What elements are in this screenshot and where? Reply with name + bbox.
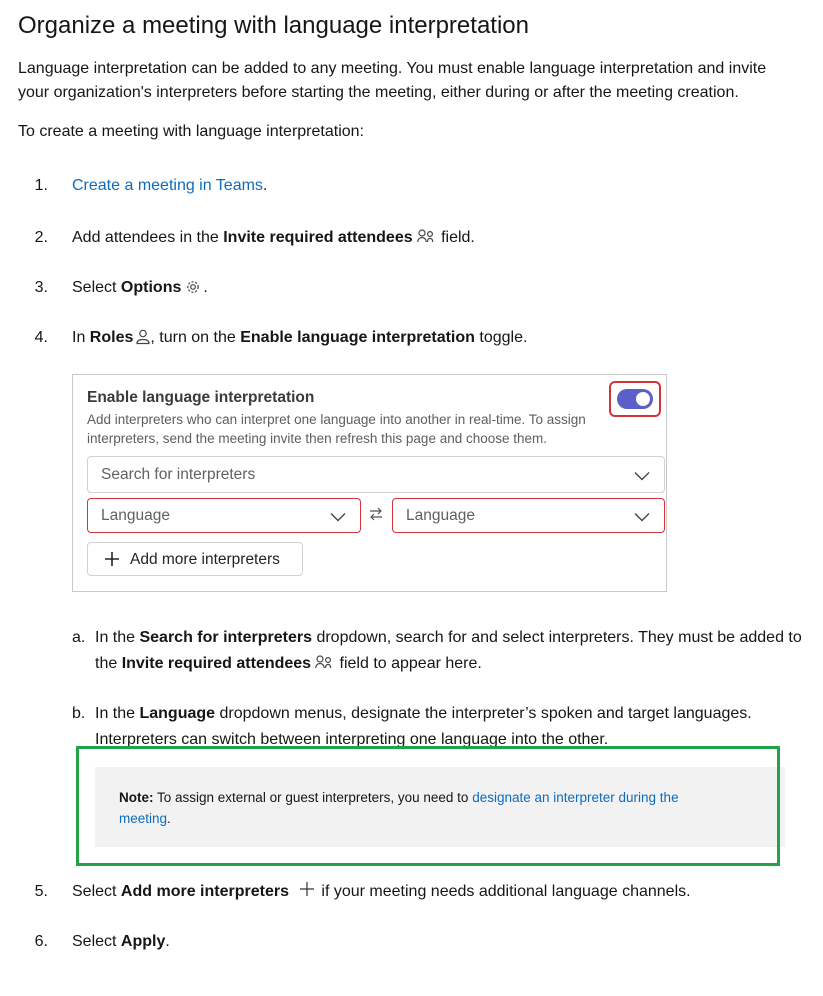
lead-text: To create a meeting with language interpretation: <box>18 123 364 140</box>
step-number: 5. <box>34 883 48 900</box>
step-number: 1. <box>34 177 48 194</box>
people-icon <box>417 229 435 253</box>
step-text: Interpreters can switch between interpreting one language into the other. <box>95 731 609 748</box>
person-icon <box>136 329 150 353</box>
toggle-highlight <box>609 381 661 417</box>
step-text: Select <box>72 279 121 296</box>
create-meeting-link[interactable]: Create a meeting in Teams <box>72 177 263 194</box>
step-number: 4. <box>34 329 48 346</box>
step-6 <box>34 930 170 954</box>
step-number: 6. <box>34 933 48 950</box>
add-button-label: Add more interpreters <box>130 551 280 568</box>
substep-label: b. <box>72 705 86 722</box>
note-label: Note: <box>119 790 154 805</box>
panel-title: Enable language interpretation <box>87 389 315 406</box>
panel-description: Add interpreters who can interpret one language into another in real-time. To assign interpreters, send the meeting invite then refresh this page and choose them. <box>87 412 586 446</box>
step-1 <box>34 174 268 198</box>
chevron-down-icon <box>634 509 650 527</box>
step-bold: Enable language interpretation <box>240 329 475 346</box>
step-text: toggle. <box>474 329 528 346</box>
search-placeholder: Search for interpreters <box>101 466 256 483</box>
designate-interpreter-link-cont[interactable]: meeting <box>119 811 168 826</box>
step-bold: Invite required attendees <box>121 655 312 672</box>
step-number: 2. <box>34 229 48 246</box>
step-number: 3. <box>34 279 48 296</box>
step-3 <box>34 276 208 303</box>
substep-b <box>72 702 752 748</box>
step-bold: Invite required attendees <box>223 229 413 246</box>
designate-interpreter-link[interactable]: designate an interpreter during the <box>472 790 679 805</box>
step-text: field. <box>436 229 475 246</box>
note-body: To assign external or guest interpreters, you need to <box>153 790 473 805</box>
step-text: In the <box>95 629 140 646</box>
step-text: . <box>203 279 208 296</box>
step-text: In the <box>95 705 140 722</box>
add-more-interpreters-button[interactable] <box>87 542 303 576</box>
language-to-value: Language <box>406 507 475 524</box>
intro-paragraph <box>18 57 808 105</box>
people-icon <box>315 655 333 679</box>
step-bold: Options <box>120 279 182 296</box>
chevron-down-icon <box>330 509 346 527</box>
search-interpreters-dropdown[interactable] <box>87 456 665 493</box>
step-bold: Search for interpreters <box>139 629 312 646</box>
plus-icon <box>104 551 120 572</box>
plus-icon <box>299 881 315 905</box>
step-text: if your meeting needs additional language channels. <box>316 883 691 900</box>
step-text: Select <box>72 883 121 900</box>
intro-line-2: your organization's interpreters before starting the meeting, either during or after the meeting creation. <box>18 84 739 101</box>
step-2 <box>34 226 475 253</box>
substep-a <box>72 626 802 672</box>
step-text: Add attendees in the <box>72 229 224 246</box>
step-bold: Apply <box>120 933 166 950</box>
step-text: Select <box>72 933 121 950</box>
step-text: field to appear here. <box>335 655 482 672</box>
language-to-dropdown[interactable] <box>392 498 665 533</box>
language-interpretation-panel <box>72 374 667 592</box>
step-text: , turn on the <box>150 329 241 346</box>
step-bold: Roles <box>89 329 134 346</box>
toggle-knob <box>636 392 650 406</box>
substep-label: a. <box>72 629 86 646</box>
step-text: In <box>72 329 90 346</box>
enable-interpretation-toggle[interactable] <box>617 389 653 409</box>
step-bold: Language <box>139 705 216 722</box>
gear-icon <box>185 279 201 303</box>
swap-icon[interactable] <box>368 506 384 527</box>
highlight-frame <box>76 746 780 866</box>
page-title: Organize a meeting with language interpretation <box>18 12 529 39</box>
step-text: . <box>262 177 268 194</box>
step-4 <box>34 326 528 353</box>
chevron-down-icon <box>634 468 650 486</box>
step-bold: Add more interpreters <box>120 883 289 900</box>
intro-line-1: Language interpretation can be added to any meeting. You must enable language interpretation and invite <box>18 60 767 77</box>
step-text: dropdown menus, designate the interpreter’s spoken and target languages. <box>215 705 752 722</box>
step-text: the <box>95 655 122 672</box>
note-end: . <box>167 811 171 826</box>
step-5 <box>34 880 691 905</box>
language-from-dropdown[interactable] <box>87 498 361 533</box>
language-from-value: Language <box>101 507 170 524</box>
step-text: dropdown, search for and select interpreters. They must be added to <box>312 629 802 646</box>
step-text: . <box>165 933 170 950</box>
